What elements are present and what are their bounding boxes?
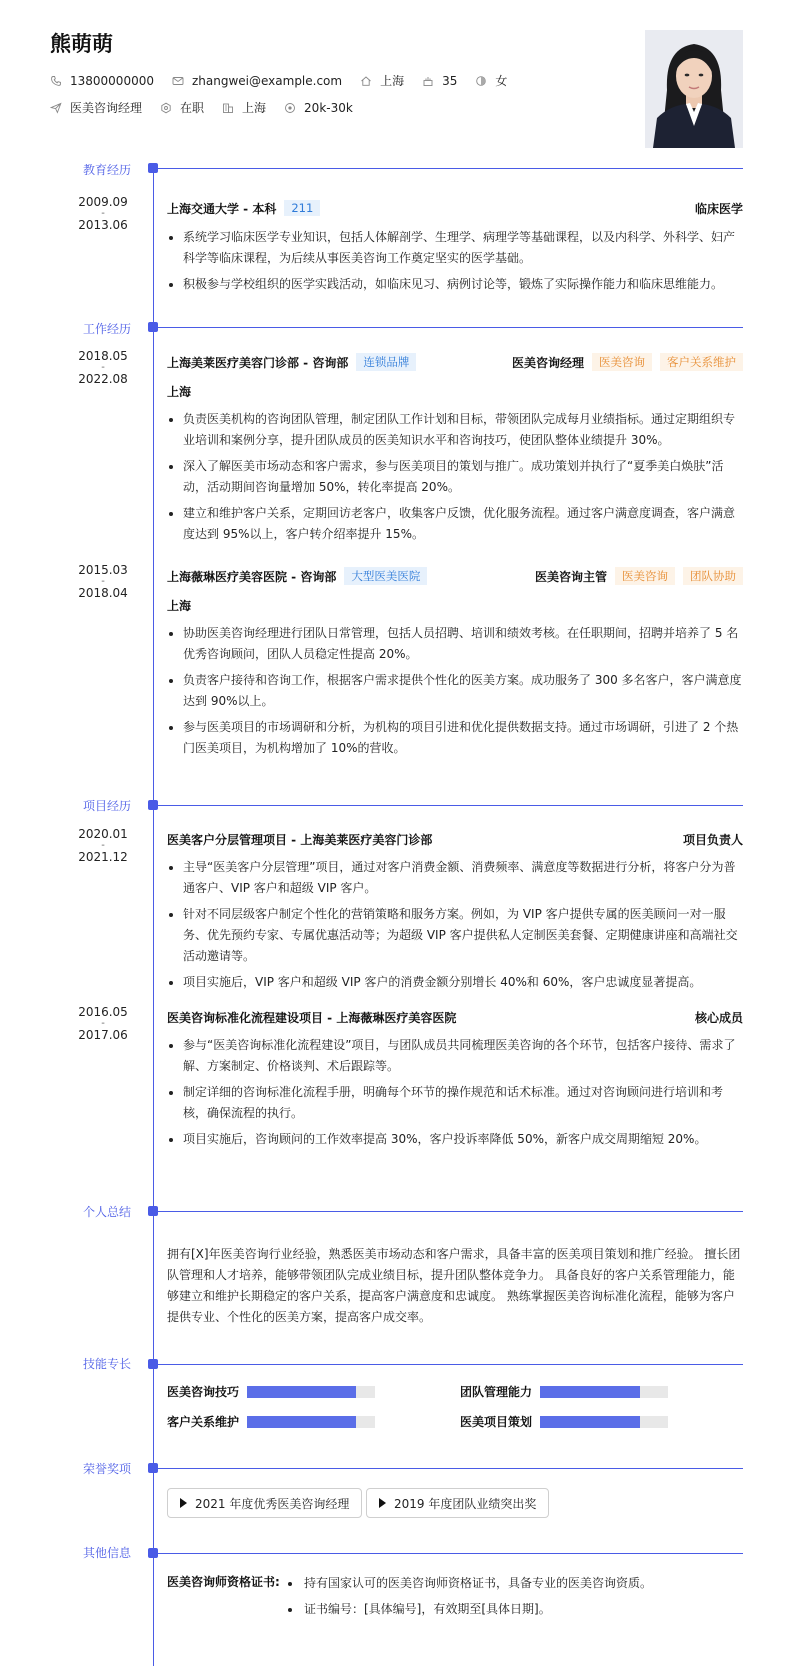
list-item: 积极参与学校组织的医学实践活动，如临床见习、病例讨论等，锻炼了实际操作能力和临床思维能力。	[167, 274, 743, 295]
role-tag: 客户关系维护	[660, 353, 743, 371]
section-divider	[158, 805, 743, 806]
section-marker	[148, 322, 158, 332]
skill-bar-fill	[247, 1416, 356, 1428]
work-date: 2018.05 - 2022.08	[78, 349, 128, 386]
education-bullets	[167, 227, 743, 300]
age-item	[422, 74, 457, 88]
list-item: 持有国家认可的医美咨询师资格证书，具备专业的医美咨询资质。	[284, 1573, 744, 1594]
award-text: 2021 年度优秀医美咨询经理	[195, 1496, 350, 1511]
section-divider	[158, 1553, 743, 1554]
position-text: 医美咨询经理	[70, 101, 143, 115]
location-item	[360, 72, 404, 89]
skill-name: 医美咨询技巧	[167, 1385, 240, 1399]
list-item: 负责医美机构的咨询团队管理，制定团队工作计划和目标，带领团队完成每月业绩指标。通过定期组织专业培训和案例分享，提升团队成员的医美知识水平和咨询技巧，使团队整体业绩提升 30%。	[167, 409, 743, 451]
summary-text: 拥有[X]年医美咨询行业经验，熟悉医美市场动态和客户需求，具备丰富的医美项目策划和推广经验。 擅长团队管理和人才培养，能够带领团队完成业绩目标，提升团队整体竞争力。 具备良好的客户关系管理能力，能够建立和维护长期稳定的客户关系，提高客户满意度和忠诚度。 熟练掌握医美咨询标准化流程，能够为客户提供专业、个性化的医美方案，提高客户成交率。	[167, 1247, 741, 1324]
list-item: 参与“医美咨询标准化流程建设”项目，与团队成员共同梳理医美咨询的各个环节，包括客户接待、需求了解、方案制定、价格谈判、术后跟踪等。	[167, 1035, 743, 1077]
play-icon	[180, 1498, 187, 1508]
section-title-summary: 个人总结	[83, 1205, 132, 1219]
education-entry-header	[167, 198, 743, 218]
project-name: 医美客户分层管理项目 - 上海美莱医疗美容门诊部	[167, 832, 433, 847]
work-city: 上海	[167, 599, 192, 613]
project-bullets	[167, 857, 743, 998]
send-icon	[50, 102, 62, 114]
section-title-work: 工作经历	[83, 322, 132, 336]
skill-name: 医美项目策划	[460, 1415, 533, 1429]
section-title-other: 其他信息	[83, 1546, 132, 1560]
work-entry-header	[167, 566, 743, 586]
role-tag: 医美咨询	[615, 567, 675, 585]
school-tag: 211	[284, 200, 320, 216]
skill-bar	[247, 1416, 375, 1428]
section-divider	[158, 168, 743, 169]
job-title: 医美咨询主管	[534, 569, 607, 584]
section-title-skills: 技能专长	[83, 1357, 132, 1371]
skill-item	[460, 1413, 668, 1430]
project-entry-header	[167, 829, 743, 849]
mail-icon	[172, 75, 184, 87]
section-divider	[158, 1364, 743, 1365]
job-info-row	[50, 99, 371, 116]
timeline-line	[153, 170, 154, 1666]
work-bullets	[167, 623, 743, 764]
project-bullets	[167, 1035, 743, 1155]
list-item: 深入了解医美市场动态和客户需求，参与医美项目的策划与推广。成功策划并执行了“夏季美白焕肤”活动，活动期间咨询量增加 50%，转化率提高 20%。	[167, 456, 743, 498]
section-divider	[158, 1211, 743, 1212]
work-date: 2015.03 - 2018.04	[78, 563, 128, 600]
section-title-education: 教育经历	[83, 163, 132, 177]
profile-photo	[645, 30, 743, 148]
education-date: 2009.09 - 2013.06	[78, 195, 128, 232]
contact-info-row	[50, 72, 525, 89]
city-text: 上海	[242, 101, 267, 115]
position-item	[50, 99, 142, 116]
list-item: 项目实施后，VIP 客户和超级 VIP 客户的消费金额分别增长 40%和 60%，客户忠诚度显著提高。	[167, 972, 743, 993]
phone-icon	[50, 75, 62, 87]
skill-name: 团队管理能力	[460, 1385, 533, 1399]
company-name: 上海美莱医疗美容门诊部 - 咨询部	[167, 355, 349, 370]
skill-bar	[540, 1416, 668, 1428]
company-name: 上海薇琳医疗美容医院 - 咨询部	[167, 569, 337, 584]
project-role: 核心成员	[694, 1010, 743, 1025]
company-tag: 大型医美医院	[344, 567, 427, 585]
home-icon	[360, 75, 372, 87]
project-entry-header	[167, 1007, 743, 1027]
award-item	[366, 1488, 549, 1518]
company-tag: 连锁品牌	[356, 353, 416, 371]
section-marker	[148, 1206, 158, 1216]
gender-icon	[475, 75, 487, 87]
list-item: 系统学习临床医学专业知识，包括人体解剖学、生理学、病理学等基础课程，以及内科学、外科学、妇产科学等临床课程，为后续从事医美咨询工作奠定坚实的医学基础。	[167, 227, 743, 269]
status-text: 在职	[180, 101, 205, 115]
work-entry-header	[167, 352, 743, 372]
award-text: 2019 年度团队业绩突出奖	[394, 1496, 537, 1511]
list-item: 协助医美咨询经理进行团队日常管理，包括人员招聘、培训和绩效考核。在任职期间，招聘并培养了 5 名优秀咨询顾问，团队人员稳定性提高 20%。	[167, 623, 743, 665]
list-item: 参与医美项目的市场调研和分析，为机构的项目引进和优化提供数据支持。通过市场调研，引进了 2 个热门医美项目，为机构增加了 10%的营收。	[167, 717, 743, 759]
phone-item	[50, 74, 154, 88]
email-text: zhangwei@example.com	[191, 73, 343, 88]
work-bullets	[167, 409, 743, 550]
award-item	[167, 1488, 362, 1518]
section-marker	[148, 800, 158, 810]
coin-icon	[284, 102, 296, 114]
skill-bar	[540, 1386, 668, 1398]
role-tag: 团队协助	[683, 567, 743, 585]
status-item	[160, 99, 204, 116]
list-item: 制定详细的咨询标准化流程手册，明确每个环节的操作规范和话术标准。通过对咨询顾问进行培训和考核，确保流程的执行。	[167, 1082, 743, 1124]
section-marker	[148, 163, 158, 173]
project-name: 医美咨询标准化流程建设项目 - 上海薇琳医疗美容医院	[167, 1010, 457, 1025]
salary-text: 20k-30k	[304, 100, 353, 115]
location-text: 上海	[380, 74, 405, 88]
status-icon	[160, 102, 172, 114]
cake-icon	[422, 75, 434, 87]
list-item: 负责客户接待和咨询工作，根据客户需求提供个性化的医美方案。成功服务了 300 多名客户，客户满意度达到 90%以上。	[167, 670, 743, 712]
list-item: 主导“医美客户分层管理”项目，通过对客户消费金额、消费频率、满意度等数据进行分析，将客户分为普通客户、VIP 客户和超级 VIP 客户。	[167, 857, 743, 899]
section-divider	[158, 1468, 743, 1469]
section-divider	[158, 327, 743, 328]
list-item: 建立和维护客户关系，定期回访老客户，收集客户反馈，优化服务流程。通过客户满意度调查，客户满意度达到 95%以上，客户转介绍率提升 15%。	[167, 503, 743, 545]
project-role: 项目负责人	[682, 832, 743, 847]
skill-item	[167, 1383, 375, 1400]
list-item: 项目实施后，咨询顾问的工作效率提高 30%，客户投诉率降低 50%，新客户成交周期缩短 20%。	[167, 1129, 743, 1150]
section-marker	[148, 1359, 158, 1369]
certificate-label: 医美咨询师资格证书:	[167, 1575, 280, 1589]
work-city: 上海	[167, 385, 192, 399]
project-date: 2020.01 - 2021.12	[78, 827, 128, 864]
gender-item	[475, 72, 507, 89]
gender-text: 女	[495, 74, 508, 88]
city-item	[222, 99, 266, 116]
phone-text: 13800000000	[70, 73, 154, 88]
skill-bar-fill	[540, 1386, 640, 1398]
skill-item	[167, 1413, 375, 1430]
list-item: 针对不同层级客户制定个性化的营销策略和服务方案。例如，为 VIP 客户提供专属的医美顾问一对一服务、优先预约专家、专属优惠活动等；为超级 VIP 客户提供私人定制医美套餐、定期健康讲座和高端社交活动邀请等。	[167, 904, 743, 967]
major: 临床医学	[694, 201, 743, 216]
email-item	[172, 74, 342, 88]
certificate-list	[284, 1573, 744, 1625]
skill-item	[460, 1383, 668, 1400]
list-item: 证书编号：[具体编号]，有效期至[具体日期]。	[284, 1599, 744, 1620]
section-title-awards: 荣誉奖项	[83, 1462, 132, 1476]
role-tag: 医美咨询	[592, 353, 652, 371]
section-title-projects: 项目经历	[83, 799, 132, 813]
salary-item	[284, 101, 353, 115]
job-title: 医美咨询经理	[511, 355, 584, 370]
skill-bar-fill	[247, 1386, 356, 1398]
section-marker	[148, 1463, 158, 1473]
skill-bar-fill	[540, 1416, 640, 1428]
candidate-name: 熊萌萌	[50, 32, 113, 56]
age-text: 35	[442, 73, 458, 88]
school-name: 上海交通大学 - 本科	[167, 201, 277, 216]
project-date: 2016.05 - 2017.06	[78, 1005, 128, 1042]
section-marker	[148, 1548, 158, 1558]
play-icon	[379, 1498, 386, 1508]
skill-bar	[247, 1386, 375, 1398]
skill-name: 客户关系维护	[167, 1415, 240, 1429]
building-icon	[222, 102, 234, 114]
